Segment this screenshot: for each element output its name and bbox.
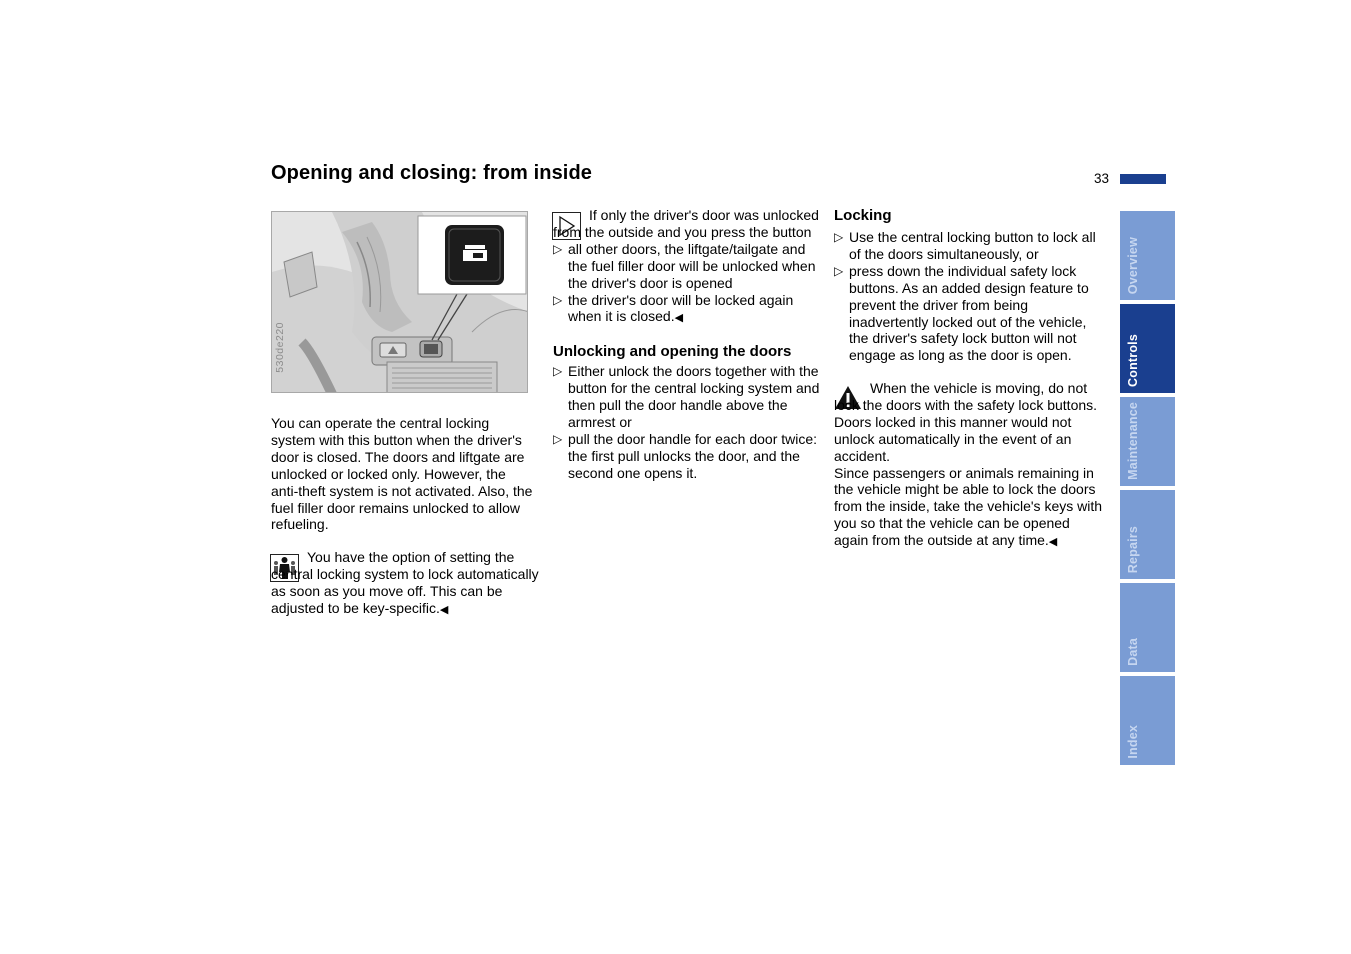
- tab-repairs[interactable]: Repairs: [1120, 490, 1175, 579]
- end-mark: ◀: [674, 312, 684, 325]
- console-drawing: [272, 212, 528, 393]
- locking-bullet-list: [834, 229, 1106, 364]
- console-illustration: [271, 211, 528, 393]
- bullet-icon: ▷: [553, 292, 563, 307]
- option-note-text: You have the option of setting the central locking system to lock automatically as soon as you move off. This can be adjusted to be key-specific.: [271, 549, 539, 616]
- section-heading-locking: Locking: [834, 207, 892, 224]
- option-note: [271, 549, 539, 619]
- list-item: ▷ all other doors, the liftgate/tailgate and the fuel filler door will be unlocked when the driver's door is opened: [553, 240, 816, 291]
- tab-data[interactable]: Data: [1120, 583, 1175, 672]
- tab-controls[interactable]: Controls: [1120, 304, 1175, 393]
- end-mark: ◀: [439, 603, 449, 616]
- list-item: ▷ pull the door handle for each door twice: the first pull unlocks the door, and the second one opens it.: [553, 430, 818, 481]
- note-bullet-list: [553, 241, 823, 328]
- list-item: ▷ press down the individual safety lock buttons. As an added design feature to prevent the driver from being inadvertently locked out of the vehicle, the driver's safety lock button will not engage as long as the door is open.: [834, 262, 1089, 364]
- bullet-icon: ▷: [553, 364, 563, 379]
- end-mark: ◀: [1048, 536, 1058, 549]
- column-3: [834, 207, 1106, 364]
- list-item: ▷ Use the central locking button to lock all of the doors simultaneously, or: [834, 229, 1096, 262]
- warning-continuation: Since passengers or animals remaining in the vehicle might be able to lock the doors from the inside, take the vehicle's keys with you so that the vehicle can be opened again from the outside at any time.: [834, 464, 1103, 549]
- warning-text: When the vehicle is moving, do not lock the doors with the safety lock buttons. Doors locked in this manner would not unlock automatically in the event of an accident.: [834, 380, 1098, 464]
- bullet-icon: ▷: [553, 431, 563, 446]
- bullet-icon: ▷: [834, 263, 844, 278]
- section-heading-unlocking: Unlocking and opening the doors: [553, 343, 792, 361]
- list-item: ▷ the driver's door will be locked again when it is closed.◀: [553, 291, 794, 325]
- page-title: Opening and closing: from inside: [271, 162, 592, 184]
- page-number-bar: [1120, 174, 1166, 184]
- column-2: [553, 207, 823, 482]
- bullet-icon: ▷: [834, 230, 844, 244]
- warning-block: [834, 380, 1106, 551]
- tab-maintenance[interactable]: Maintenance: [1120, 397, 1175, 486]
- intro-paragraph: You can operate the central locking system with this button when the driver's door is closed. The doors and liftgate are unlocked or locked only. However, the anti-theft system is not activated. Also, the fuel filler door remains unlocked to allow refueling.: [271, 415, 533, 533]
- bullet-icon: ▷: [553, 241, 563, 256]
- figure-code: 530de220: [274, 322, 286, 373]
- page-number: 33: [1094, 171, 1110, 186]
- unlocking-bullet-list: [553, 363, 823, 481]
- tab-index[interactable]: Index: [1120, 676, 1175, 765]
- tab-overview[interactable]: Overview: [1120, 211, 1175, 300]
- list-item: ▷ Either unlock the doors together with the button for the central locking system and then pull the door handle above the armrest or: [553, 363, 820, 431]
- column-1: [271, 415, 533, 533]
- note-intro: If only the driver's door was unlocked from the outside and you press the button: [553, 207, 819, 240]
